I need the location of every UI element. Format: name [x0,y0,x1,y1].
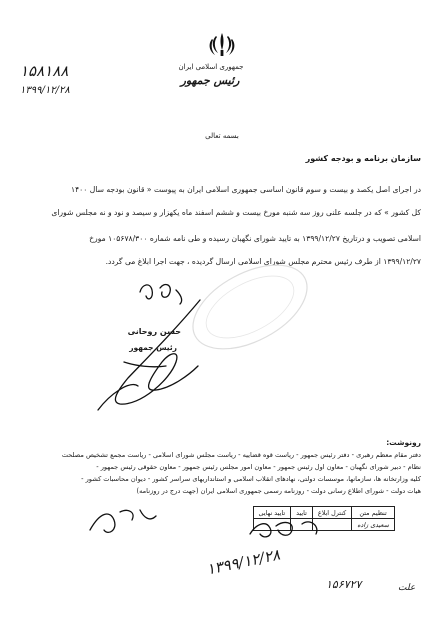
table-header-cell: تنظیم متن [352,507,395,519]
invocation: بسمه تعالی [205,132,239,140]
body-line: اسلامی تصویب و درتاریخ ۱۳۹۹/۱۲/۲۷ به تایید شورای نگهبان رسیده و طی نامه شماره ۱۰۵۶۷۸/۳۰۰ مورخ [89,234,421,243]
iran-emblem-icon [205,30,239,60]
cc-heading: رونوشت: [386,438,421,447]
table-header-cell: تایید نهایی [253,507,291,519]
initials-scribbles [80,490,400,550]
signatory-name: حسن روحانی [127,327,181,336]
reference-date: ۱۳۹۹/۱۲/۲۸ [20,85,70,96]
cc-line: کلیه وزارتخانه ها، سازمانها، موسسات دولتی، نهادهای انقلاب اسلامی و استانداریهای سراسر کشور - دیوان محاسبات کشور - [81,475,421,483]
table-cell: سعیدی زاده [352,519,395,531]
cc-line: دفتر مقام معظم رهبری - دفتر رئیس جمهور - ریاست قوه قضاییه - ریاست مجلس شورای اسلامی - ریاست مجمع تشخیص مصلحت [61,451,421,459]
letterhead-title: رئیس جمهور [180,74,240,87]
reference-number: ۱۵۸۱۸۸ [20,62,69,80]
table-header-cell: کنترل ابلاغ [312,507,351,519]
body-line: ۱۳۹۹/۱۲/۲۷ از طرف رئیس محترم مجلس شورای اسلامی ارسال گردیده ، جهت اجرا ابلاغ می گردد. [105,257,421,266]
corner-note: علت [398,583,416,593]
handwritten-date: ۱۳۹۹/۱۲/۲۸ [204,545,282,579]
addressee: سازمان برنامه و بودجه کشور [305,154,421,163]
signatory-title: رئیس جمهور [129,343,177,352]
body-line: در اجرای اصل یکصد و بیست و سوم قانون اساسی جمهوری اسلامی ایران به پیوست « قانون بودجه سال ۱۴۰۰ [71,185,421,194]
body-line: کل کشور » که در جلسه علنی روز سه شنبه مورخ بیست و ششم اسفند ماه یکهزار و سیصد و نود و نه مجلس شورای [51,208,421,217]
table-header-cell: تایید [291,507,313,519]
letterhead-country: جمهوری اسلامی ایران [178,63,244,71]
handwritten-number: ۱۵۶۷۲۷ [326,578,362,591]
cc-line: نظام - دبیر شورای نگهبان - معاون اول رئیس جمهور - معاون امور مجلس رئیس جمهور - معاون حقوقی رئیس جمهور - [96,463,421,471]
cc-line: هیات دولت - شورای اطلاع رسانی دولت - روزنامه رسمی جمهوری اسلامی ایران (جهت درج در روزنامه) [136,487,421,495]
president-signature [80,270,230,420]
